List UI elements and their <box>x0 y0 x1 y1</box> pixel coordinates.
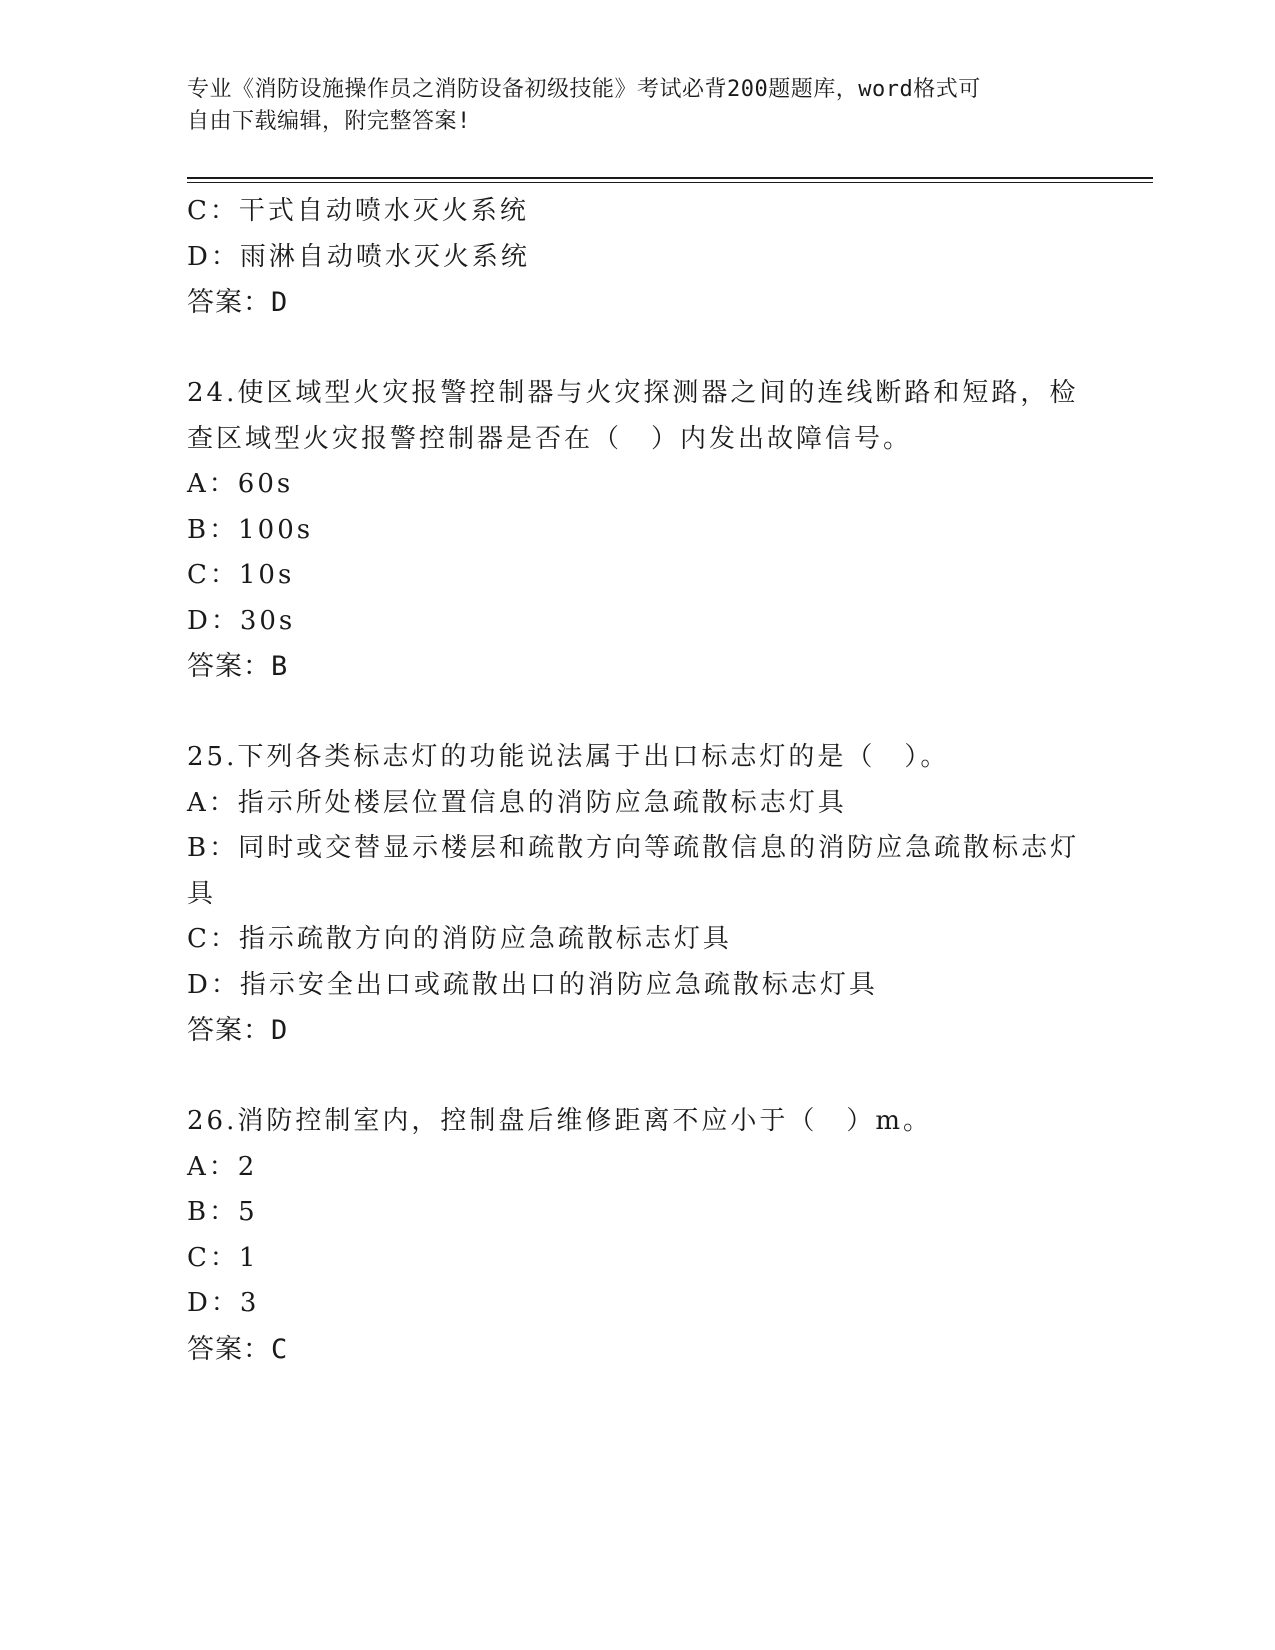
page-header <box>187 74 1067 138</box>
option-d: D：30s <box>187 605 296 636</box>
header-line-1: 专业《消防设施操作员之消防设备初级技能》考试必背200题题库，word格式可 <box>187 77 981 102</box>
answer: 答案：B <box>187 651 289 682</box>
option-c: C：10s <box>187 560 295 590</box>
option-b: B：5 <box>187 1197 258 1227</box>
question-26 <box>187 1099 1087 1372</box>
option-d: D：雨淋自动喷水灭火系统 <box>187 241 530 272</box>
question-stem: 26.消防控制室内，控制盘后维修距离不应小于（ ）m。 <box>187 1106 933 1136</box>
question-stem: 25.下列各类标志灯的功能说法属于出口标志灯的是（ ）。 <box>187 742 950 772</box>
option-a: A：2 <box>187 1151 258 1182</box>
option-c: C：指示疏散方向的消防应急疏散标志灯具 <box>187 924 732 954</box>
header-divider <box>187 177 1153 179</box>
question-25 <box>187 735 1087 1054</box>
option-a: A：指示所处楼层位置信息的消防应急疏散标志灯具 <box>187 787 847 818</box>
question-list <box>187 189 1087 1372</box>
option-a: A：60s <box>187 469 294 499</box>
option-d: D：指示安全出口或疏散出口的消防应急疏散标志灯具 <box>187 969 878 1000</box>
option-b: B：同时或交替显示楼层和疏散方向等疏散信息的消防应急疏散标志灯 <box>187 833 1080 863</box>
question-stem: 查区域型火灾报警控制器是否在（ ）内发出故障信号。 <box>187 423 913 454</box>
option-c: C：1 <box>187 1242 259 1273</box>
answer: 答案：C <box>187 1333 289 1365</box>
option-c: C：干式自动喷水灭火系统 <box>187 196 529 226</box>
question-24 <box>187 371 1087 690</box>
header-line-2: 自由下载编辑，附完整答案! <box>187 109 471 134</box>
question-stem: 24.使区域型火灾报警控制器与火灾探测器之间的连线断路和短路，检 <box>187 378 1079 408</box>
option-b: B：100s <box>187 514 314 545</box>
header-divider-thin <box>187 182 1153 183</box>
answer: 答案：D <box>187 287 289 318</box>
previous-question-tail <box>187 189 1087 326</box>
option-d: D：3 <box>187 1288 260 1318</box>
option-b-continued: 具 <box>187 878 217 909</box>
answer: 答案：D <box>187 1015 289 1046</box>
